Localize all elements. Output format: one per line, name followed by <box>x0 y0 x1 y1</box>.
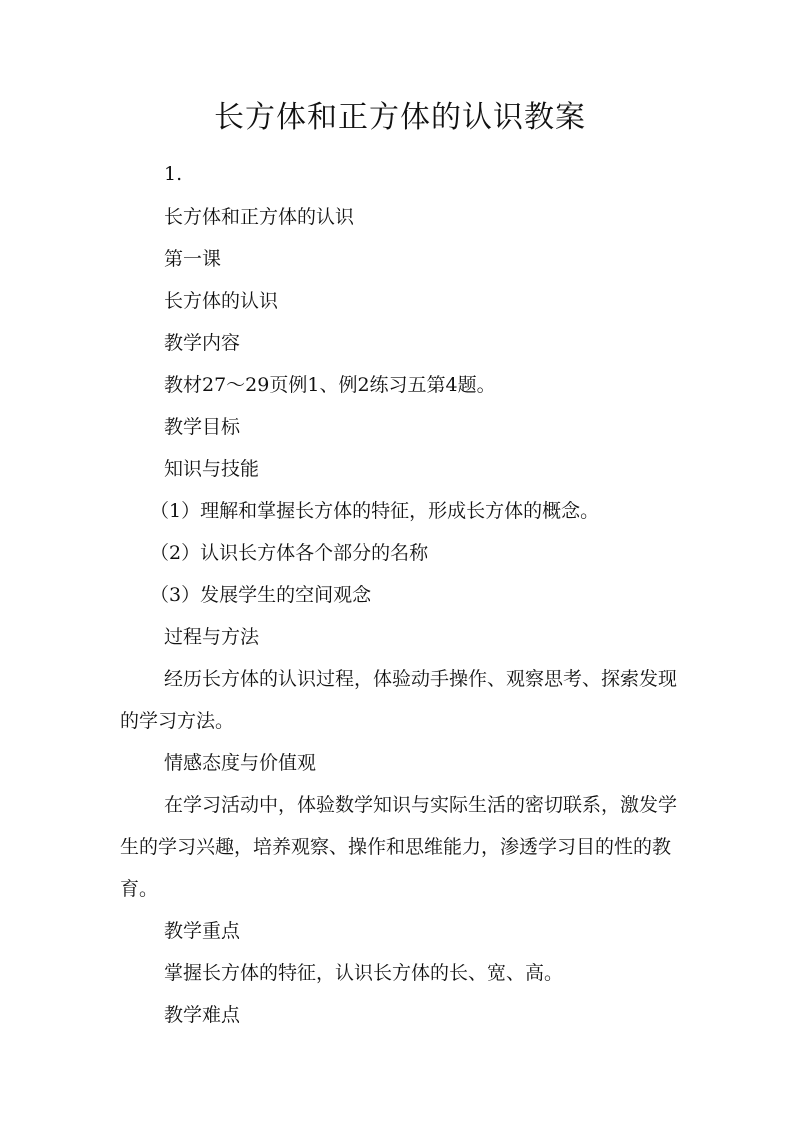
paragraph-15: 在学习活动中，体验数学知识与实际生活的密切联系，激发学生的学习兴趣，培养观察、操作和思维能力，渗透学习目的性的教育。 <box>120 794 678 900</box>
document-title: 长方体和正方体的认识教案 <box>214 100 586 135</box>
paragraph-12: 过程与方法 <box>164 626 260 648</box>
paragraph-3: 第一课 <box>164 248 222 270</box>
paragraph-7: 教学目标 <box>164 416 241 438</box>
paragraph-5: 教学内容 <box>164 332 241 354</box>
paragraph-2: 长方体和正方体的认识 <box>164 206 355 228</box>
paragraph-8: 知识与技能 <box>164 458 260 480</box>
paragraph-18: 教学难点 <box>164 1004 241 1026</box>
paragraph-1: 1. <box>164 163 183 185</box>
paragraph-14: 情感态度与价值观 <box>164 752 317 774</box>
paragraph-11: （3）发展学生的空间观念 <box>150 584 372 606</box>
paragraph-4: 长方体的认识 <box>164 290 279 312</box>
paragraph-10: （2）认识长方体各个部分的名称 <box>150 542 429 564</box>
paragraph-13: 经历长方体的认识过程，体验动手操作、观察思考、探索发现的学习方法。 <box>120 668 678 732</box>
paragraph-6: 教材27～29页例1、例2练习五第4题。 <box>164 374 496 396</box>
paragraph-16: 教学重点 <box>164 920 241 942</box>
paragraph-9: （1）理解和掌握长方体的特征，形成长方体的概念。 <box>150 500 600 522</box>
paragraph-17: 掌握长方体的特征，认识长方体的长、宽、高。 <box>164 962 564 984</box>
